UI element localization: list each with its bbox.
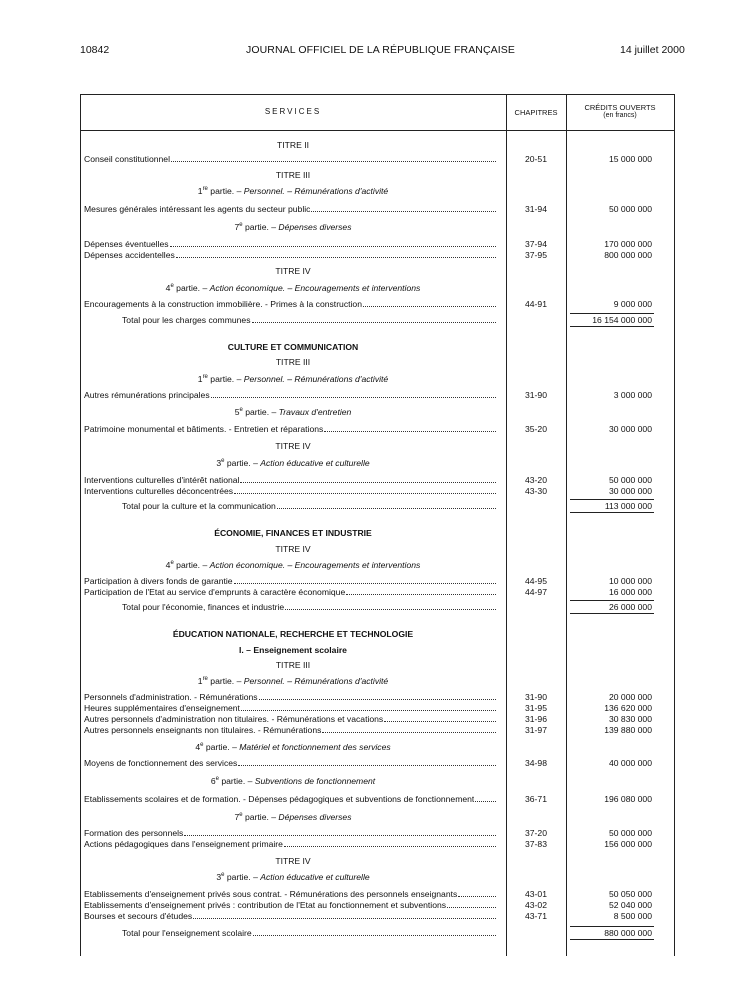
chapter-number: 37-94: [525, 239, 547, 249]
line-item-label: Participation à divers fonds de garantie: [84, 576, 233, 586]
partie-number-suffix: e: [200, 742, 204, 749]
chapter-number: 37-20: [525, 828, 547, 838]
partie-separator: partie. –: [207, 676, 244, 686]
line-item-row: [84, 250, 496, 262]
line-item-label: Etablissements d'enseignement privés sous contrat. - Rémunérations des personnels enseignants: [84, 889, 458, 899]
partie-separator: partie. –: [173, 560, 210, 570]
titre-heading: TITRE II: [277, 140, 309, 150]
chapter-number: 43-71: [525, 911, 547, 921]
credit-amount: 50 050 000: [608, 889, 652, 899]
credit-amount: 156 000 000: [604, 839, 652, 849]
line-item-row: [84, 794, 496, 806]
journal-title: JOURNAL OFFICIEL DE LA RÉPUBLIQUE FRANÇAISE: [246, 44, 515, 56]
partie-separator: partie. –: [207, 374, 244, 384]
line-item-label: Autres personnels enseignants non titulaires. - Rémunérations: [84, 725, 322, 735]
credit-amount: 170 000 000: [604, 239, 652, 249]
line-item-row: [84, 587, 496, 599]
line-item-row: [84, 758, 496, 770]
ministry-heading: ÉCONOMIE, FINANCES ET INDUSTRIE: [214, 528, 372, 538]
line-item-label: Autres personnels d'administration non titulaires. - Rémunérations et vacations: [84, 714, 384, 724]
line-item-label: Interventions culturelles d'intérêt national: [84, 475, 240, 485]
partie-separator: partie. –: [203, 742, 240, 752]
credit-amount: 8 500 000: [613, 911, 652, 921]
partie-title: Personnel. – Rémunérations d'activité: [243, 186, 389, 196]
leader-dots: [176, 256, 496, 258]
chapter-number: 43-01: [525, 889, 547, 899]
chapitres-column-header: CHAPITRES: [514, 108, 558, 117]
line-item-label: Dépenses accidentelles: [84, 250, 175, 260]
leader-dots: [259, 698, 496, 700]
table-right-border: [674, 94, 675, 956]
partie-title: Matériel et fonctionnement des services: [239, 742, 391, 752]
partie-number-suffix: e: [170, 283, 174, 290]
table-top-border: [80, 94, 675, 95]
credit-amount: 30 000 000: [608, 424, 652, 434]
total-rule-top: [570, 499, 654, 500]
chapter-number: 43-20: [525, 475, 547, 485]
chapter-number: 31-95: [525, 703, 547, 713]
credit-amount: 20 000 000: [608, 692, 652, 702]
leader-dots: [458, 895, 496, 897]
partie-heading: [80, 407, 506, 417]
partie-separator: partie. –: [224, 872, 261, 882]
partie-number-suffix: e: [239, 812, 243, 819]
partie-number-suffix: e: [221, 458, 225, 465]
leader-dots: [241, 709, 496, 711]
partie-number: 1: [197, 374, 203, 384]
line-item-label: Conseil constitutionnel: [84, 154, 170, 164]
leader-dots: [324, 430, 496, 432]
partie-heading: [80, 186, 506, 196]
total-row: [122, 928, 496, 940]
credit-amount: 196 080 000: [604, 794, 652, 804]
partie-heading: [80, 872, 506, 882]
page-number: 10842: [80, 44, 110, 56]
chapter-number: 34-98: [525, 758, 547, 768]
partie-number: 7: [234, 222, 240, 232]
partie-heading: [80, 776, 506, 786]
chapter-number: 31-96: [525, 714, 547, 724]
total-rule-bottom: [570, 613, 654, 614]
total-row: [122, 602, 496, 614]
total-amount: 880 000 000: [604, 928, 652, 938]
line-item-row: [84, 725, 496, 737]
leader-dots: [252, 321, 497, 323]
subsection-heading: I. – Enseignement scolaire: [239, 645, 347, 655]
partie-heading: [80, 283, 506, 293]
leader-dots: [171, 160, 496, 162]
leader-dots: [363, 305, 496, 307]
chapter-number: 35-20: [525, 424, 547, 434]
total-row: [122, 315, 496, 327]
partie-title: Action économique. – Encouragements et interventions: [209, 560, 421, 570]
partie-separator: partie. –: [242, 222, 279, 232]
line-item-label: Patrimoine monumental et bâtiments. - Entretien et réparations: [84, 424, 324, 434]
credit-amount: 139 880 000: [604, 725, 652, 735]
ministry-heading: ÉDUCATION NATIONALE, RECHERCHE ET TECHNOLOGIE: [172, 629, 414, 639]
partie-separator: partie. –: [218, 776, 255, 786]
leader-dots: [447, 906, 496, 908]
titre-heading: TITRE III: [275, 357, 311, 367]
credit-amount: 30 000 000: [608, 486, 652, 496]
partie-title: Personnel. – Rémunérations d'activité: [243, 374, 389, 384]
line-item-label: Participation de l'Etat au service d'emprunts à caractère économique: [84, 587, 346, 597]
partie-number-suffix: re: [202, 374, 208, 381]
partie-number-suffix: e: [215, 776, 219, 783]
partie-number-suffix: re: [202, 676, 208, 683]
credit-amount: 10 000 000: [608, 576, 652, 586]
partie-number-suffix: re: [202, 186, 208, 193]
credit-amount: 3 000 000: [613, 390, 652, 400]
credits-column-divider: [566, 94, 567, 956]
line-item-label: Etablissements scolaires et de formation. - Dépenses pédagogiques et subventions de fonctionnement: [84, 794, 475, 804]
total-rule-bottom: [570, 939, 654, 940]
partie-heading: [80, 374, 506, 384]
partie-separator: partie. –: [207, 186, 244, 196]
total-rule-top: [570, 600, 654, 601]
credit-amount: 9 000 000: [613, 299, 652, 309]
chapter-number: 44-91: [525, 299, 547, 309]
line-item-label: Heures supplémentaires d'enseignement: [84, 703, 240, 713]
issue-date: 14 juillet 2000: [620, 44, 685, 56]
titre-heading: TITRE III: [275, 170, 311, 180]
partie-separator: partie. –: [173, 283, 210, 293]
leader-dots: [184, 834, 496, 836]
partie-heading: [80, 742, 506, 752]
chapter-number: 36-71: [525, 794, 547, 804]
partie-number: 4: [195, 742, 201, 752]
line-item-label: Moyens de fonctionnement des services: [84, 758, 238, 768]
total-label: Total pour la culture et la communication: [122, 501, 276, 511]
line-item-row: [84, 486, 496, 498]
leader-dots: [384, 720, 496, 722]
leader-dots: [284, 845, 496, 847]
partie-number-suffix: e: [239, 222, 243, 229]
total-row: [122, 501, 496, 513]
leader-dots: [322, 731, 496, 733]
chapter-number: 37-95: [525, 250, 547, 260]
total-label: Total pour l'économie, finances et industrie: [122, 602, 285, 612]
leader-dots: [346, 593, 496, 595]
leader-dots: [234, 582, 496, 584]
leader-dots: [240, 481, 496, 483]
leader-dots: [170, 245, 496, 247]
line-item-label: Personnels d'administration. - Rémunérations: [84, 692, 258, 702]
line-item-label: Interventions culturelles déconcentrées: [84, 486, 234, 496]
line-item-label: Mesures générales intéressant les agents du secteur public: [84, 204, 311, 214]
total-amount: 16 154 000 000: [592, 315, 652, 325]
credit-amount: 15 000 000: [608, 154, 652, 164]
line-item-row: [84, 390, 496, 402]
total-amount: 113 000 000: [604, 501, 652, 511]
chapitres-column-divider: [506, 94, 507, 956]
line-item-row: [84, 424, 496, 436]
credit-amount: 40 000 000: [608, 758, 652, 768]
partie-title: Travaux d'entretien: [278, 407, 352, 417]
leader-dots: [311, 210, 496, 212]
chapter-number: 31-94: [525, 204, 547, 214]
partie-title: Action éducative et culturelle: [260, 872, 370, 882]
line-item-label: Actions pédagogiques dans l'enseignement primaire: [84, 839, 283, 849]
partie-heading: [80, 222, 506, 232]
total-rule-bottom: [570, 512, 654, 513]
partie-separator: partie. –: [224, 458, 261, 468]
titre-heading: TITRE IV: [275, 441, 311, 451]
line-item-row: [84, 839, 496, 851]
total-rule-bottom: [570, 326, 654, 327]
partie-title: Action éducative et culturelle: [260, 458, 370, 468]
partie-heading: [80, 812, 506, 822]
chapter-number: 43-02: [525, 900, 547, 910]
chapter-number: 20-51: [525, 154, 547, 164]
services-column-header: SERVICES: [264, 107, 322, 116]
partie-title: Subventions de fonctionnement: [254, 776, 376, 786]
credit-amount: 50 000 000: [608, 828, 652, 838]
chapter-number: 31-90: [525, 692, 547, 702]
line-item-label: Encouragements à la construction immobilière. - Primes à la construction: [84, 299, 362, 309]
chapter-number: 44-95: [525, 576, 547, 586]
partie-heading: [80, 560, 506, 570]
titre-heading: TITRE III: [275, 660, 311, 670]
partie-number: 7: [234, 812, 240, 822]
partie-heading: [80, 458, 506, 468]
ministry-heading: CULTURE ET COMMUNICATION: [227, 342, 359, 352]
partie-number-suffix: e: [221, 872, 225, 879]
credit-amount: 30 830 000: [608, 714, 652, 724]
credit-amount: 136 620 000: [604, 703, 652, 713]
leader-dots: [277, 507, 496, 509]
titre-heading: TITRE IV: [275, 544, 311, 554]
chapter-number: 31-97: [525, 725, 547, 735]
partie-heading: [80, 676, 506, 686]
partie-title: Action économique. – Encouragements et interventions: [209, 283, 421, 293]
partie-number: 1: [197, 676, 203, 686]
credits-column-header: CRÉDITS OUVERTS: [584, 103, 656, 112]
partie-separator: partie. –: [242, 812, 279, 822]
partie-number: 3: [216, 872, 222, 882]
partie-number: 4: [165, 283, 171, 293]
leader-dots: [285, 608, 496, 610]
line-item-label: Autres rémunérations principales: [84, 390, 210, 400]
partie-number: 3: [216, 458, 222, 468]
partie-number: 6: [210, 776, 216, 786]
partie-separator: partie. –: [242, 407, 279, 417]
partie-number-suffix: e: [239, 407, 243, 414]
line-item-label: Bourses et secours d'études: [84, 911, 193, 921]
chapter-number: 31-90: [525, 390, 547, 400]
total-rule-top: [570, 313, 654, 314]
line-item-label: Formation des personnels: [84, 828, 184, 838]
credit-amount: 16 000 000: [608, 587, 652, 597]
credit-amount: 800 000 000: [604, 250, 652, 260]
leader-dots: [475, 800, 496, 802]
leader-dots: [238, 764, 496, 766]
total-label: Total pour les charges communes: [122, 315, 251, 325]
partie-title: Personnel. – Rémunérations d'activité: [243, 676, 389, 686]
leader-dots: [253, 934, 496, 936]
line-item-row: [84, 204, 496, 216]
line-item-label: Dépenses éventuelles: [84, 239, 169, 249]
line-item-label: Etablissements d'enseignement privés : contribution de l'Etat au fonctionnement et subventions: [84, 900, 447, 910]
total-amount: 26 000 000: [608, 602, 652, 612]
credit-amount: 50 000 000: [608, 475, 652, 485]
titre-heading: TITRE IV: [275, 856, 311, 866]
leader-dots: [234, 492, 496, 494]
chapter-number: 43-30: [525, 486, 547, 496]
line-item-row: [84, 911, 496, 923]
partie-title: Dépenses diverses: [278, 222, 352, 232]
chapter-number: 44-97: [525, 587, 547, 597]
total-label: Total pour l'enseignement scolaire: [122, 928, 252, 938]
partie-number: 4: [165, 560, 171, 570]
leader-dots: [211, 396, 496, 398]
line-item-row: [84, 154, 496, 166]
chapter-number: 37-83: [525, 839, 547, 849]
partie-number-suffix: e: [170, 560, 174, 567]
credit-amount: 52 040 000: [608, 900, 652, 910]
line-item-row: [84, 299, 496, 311]
titre-heading: TITRE IV: [275, 266, 311, 276]
credits-unit-label: (en francs): [603, 112, 637, 119]
credit-amount: 50 000 000: [608, 204, 652, 214]
partie-title: Dépenses diverses: [278, 812, 352, 822]
partie-number: 1: [197, 186, 203, 196]
leader-dots: [193, 917, 496, 919]
total-rule-top: [570, 926, 654, 927]
partie-number: 5: [234, 407, 240, 417]
header-row-border: [80, 130, 675, 131]
